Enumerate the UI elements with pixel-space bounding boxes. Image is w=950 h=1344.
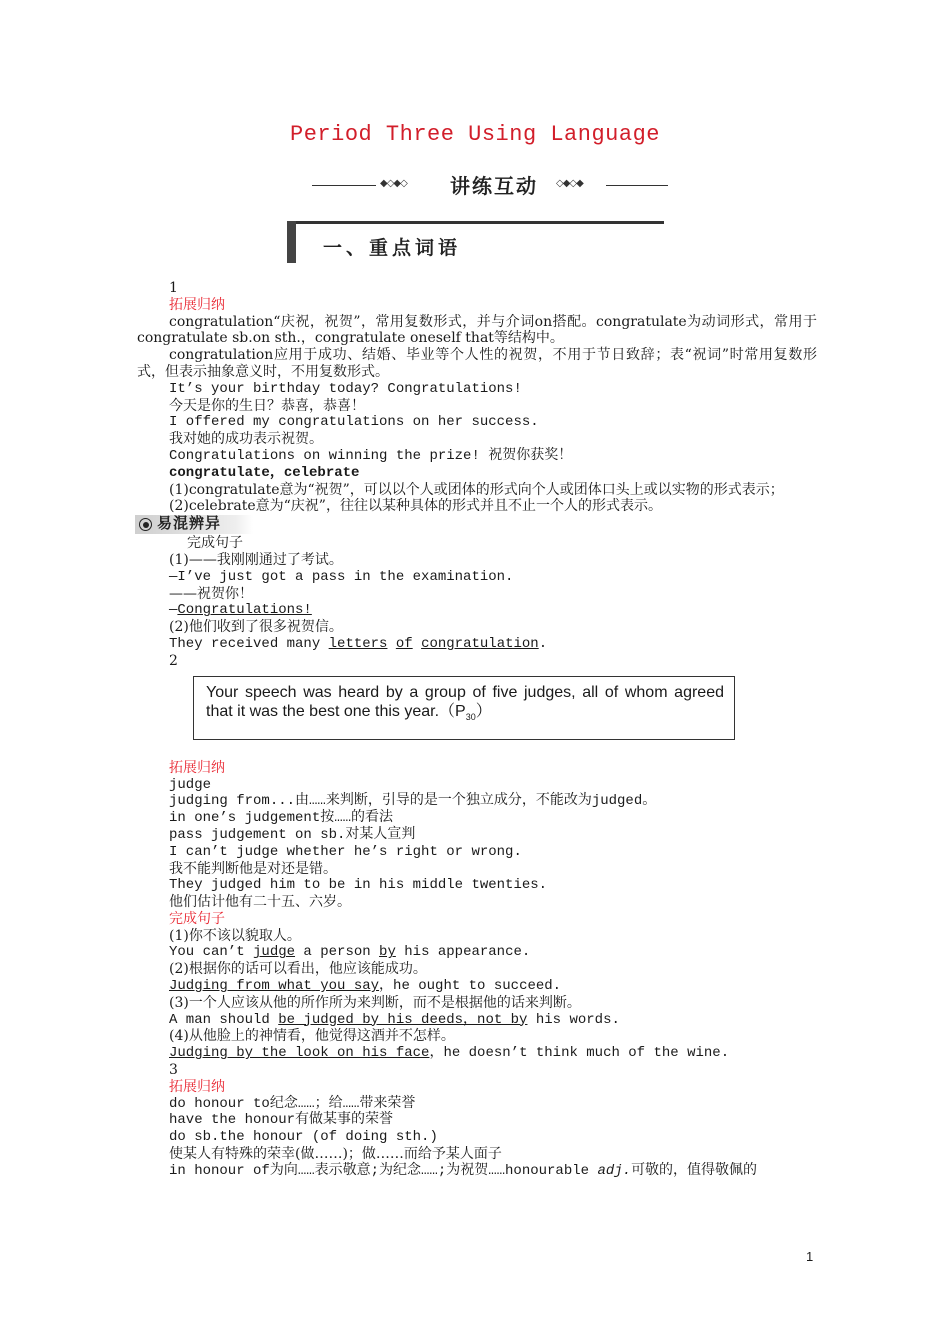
banner-rule-left	[312, 185, 376, 186]
quote-text: Your speech was heard by a group of five judges, all of whom agreed that it was the best one this year.（P	[206, 683, 724, 720]
keyword: judge	[169, 776, 212, 793]
phrase: do honour to纪念……；给……带来荣誉	[169, 1095, 416, 1112]
phrase: judging from...由……来判断，引导的是一个独立成分，不能改为judged。	[169, 793, 657, 810]
answer: by	[379, 944, 396, 961]
tag-label: 易混辨异	[157, 514, 222, 533]
item-number: 1	[169, 280, 178, 296]
exercise-cn: (1)你不该以貌取人。	[169, 927, 301, 944]
expand-heading: 拓展归纳	[169, 1078, 225, 1095]
example-en: Congratulations on winning the prize! 祝贺你获奖！	[169, 447, 573, 464]
example-en: They judged him to be in his middle twenties.	[169, 877, 548, 894]
section-heading-box	[287, 221, 664, 263]
example-cn: 他们估计他有二十五、六岁。	[169, 894, 351, 911]
item-number: 3	[169, 1062, 178, 1079]
paragraph: (2)celebrate意为“庆祝”，往往以某种具体的形式并且不止一个人的形式表示。	[169, 498, 662, 515]
exercise-cn: (2)他们收到了很多祝贺信。	[169, 619, 343, 636]
answer: congratulation	[421, 635, 539, 652]
exercise-cn: (2)根据你的话可以看出，他应该能成功。	[169, 961, 427, 978]
example-en: I offered my congratulations on her success.	[169, 414, 539, 431]
banner-ornament-left-icon: ◆◇◆◇	[380, 178, 407, 189]
answer-line	[137, 1045, 817, 1062]
compare-title: congratulate，celebrate	[169, 464, 360, 481]
answer-line	[137, 978, 817, 995]
answer: Congratulations!	[177, 602, 312, 619]
exercise-en: —I’ve just got a pass in the examination.	[169, 568, 514, 585]
answer-line	[137, 1012, 817, 1029]
confusion-tag	[137, 515, 817, 535]
dash: —	[169, 602, 178, 619]
pos-label: adj.	[597, 1162, 632, 1179]
example-cn: 今天是你的生日？恭喜，恭喜！	[169, 397, 365, 414]
text: in honour of为向……表示敬意;为纪念……;为祝贺……honourable	[169, 1162, 598, 1179]
text: You can’t	[169, 944, 254, 961]
text: a person	[295, 944, 380, 961]
exercise-cn: (4)从他脸上的神情看，他觉得这酒并不怎样。	[169, 1028, 455, 1045]
quote-sub: 30	[465, 711, 476, 722]
text: 可敬的，值得敬佩的	[631, 1162, 758, 1179]
section-heading-bar	[287, 221, 296, 263]
text: his appearance.	[395, 944, 531, 961]
expand-heading: 拓展归纳	[169, 296, 225, 313]
section-heading-rule	[287, 221, 664, 224]
phrase: have the honour有做某事的荣誉	[169, 1112, 394, 1129]
page-number: 1	[806, 1249, 814, 1264]
exercise-heading: 完成句子	[187, 535, 243, 552]
text: ，he ought to succeed.	[379, 978, 562, 995]
example-cn: 我对她的成功表示祝贺。	[169, 431, 323, 448]
phrase: pass judgement on sb.对某人宣判	[169, 826, 416, 843]
answer-line	[137, 636, 817, 653]
phrase: in one’s judgement按……的看法	[169, 810, 394, 827]
paragraph: congratulation应用于成功、结婚、毕业等个人性的祝贺，不用于节日致辞；表“祝词”时常用复数形式，但表示抽象意义时，不用复数形式。	[137, 347, 817, 380]
expand-heading: 拓展归纳	[169, 759, 225, 776]
section-heading: 一、重点词语	[323, 237, 462, 259]
answer: letters	[328, 635, 388, 652]
example-en: It’s your birthday today? Congratulations!	[169, 380, 522, 397]
section-banner	[312, 170, 668, 200]
answer-line	[137, 944, 817, 961]
example-cn: 我不能判断他是对还是错。	[169, 860, 337, 877]
exercise-heading: 完成句子	[169, 910, 225, 927]
text: his words.	[527, 1011, 620, 1028]
answer: Judging by the look on his face	[169, 1045, 430, 1062]
page-title: Period Three Using Language	[290, 122, 660, 147]
paragraph: (1)congratulate意为“祝贺”，可以以个人或团体的形式向个人或团体口头上或以实物的形式表示；	[169, 481, 784, 498]
banner-rule-right	[606, 185, 668, 186]
phrase: 使某人有特殊的荣幸(做……)；做……而给予某人面子	[169, 1146, 502, 1163]
answer: be judged by his deeds，not by	[278, 1011, 528, 1028]
paragraph: congratulation“庆祝，祝贺”，常用复数形式，并与介词on搭配。congratulate为动词形式，常用于congratulate sb.on sth.，congratulate oneself that等结构中。	[137, 313, 817, 347]
quote-end: ）	[475, 702, 492, 720]
exercise-cn: (1)——我刚刚通过了考试。	[169, 551, 343, 568]
example-en: I can’t judge whether he’s right or wrong.	[169, 843, 522, 860]
phrase	[137, 1163, 817, 1180]
tag-bg	[135, 515, 253, 534]
text: ，he doesn’t think much of the wine.	[429, 1045, 730, 1062]
answer: Judging from what you say	[169, 978, 380, 995]
answer: judge	[253, 944, 296, 961]
main-content	[137, 280, 817, 1180]
answer-line	[137, 602, 817, 619]
item-number: 2	[169, 652, 178, 669]
text: A man should	[169, 1011, 279, 1028]
phrase: do sb.the honour (of doing sth.)	[169, 1129, 438, 1146]
text: .	[538, 635, 548, 652]
quote-box	[193, 676, 735, 740]
text: They received many	[169, 635, 329, 652]
answer: of	[395, 635, 413, 652]
exercise-cn: (3)一个人应该从他的所作所为来判断，而不是根据他的话来判断。	[169, 994, 581, 1011]
bullet-icon	[139, 518, 152, 531]
banner-ornament-right-icon: ◇◆◇◆	[556, 178, 583, 189]
exercise-cn: ——祝贺你！	[169, 585, 253, 602]
banner-title: 讲练互动	[450, 174, 538, 198]
